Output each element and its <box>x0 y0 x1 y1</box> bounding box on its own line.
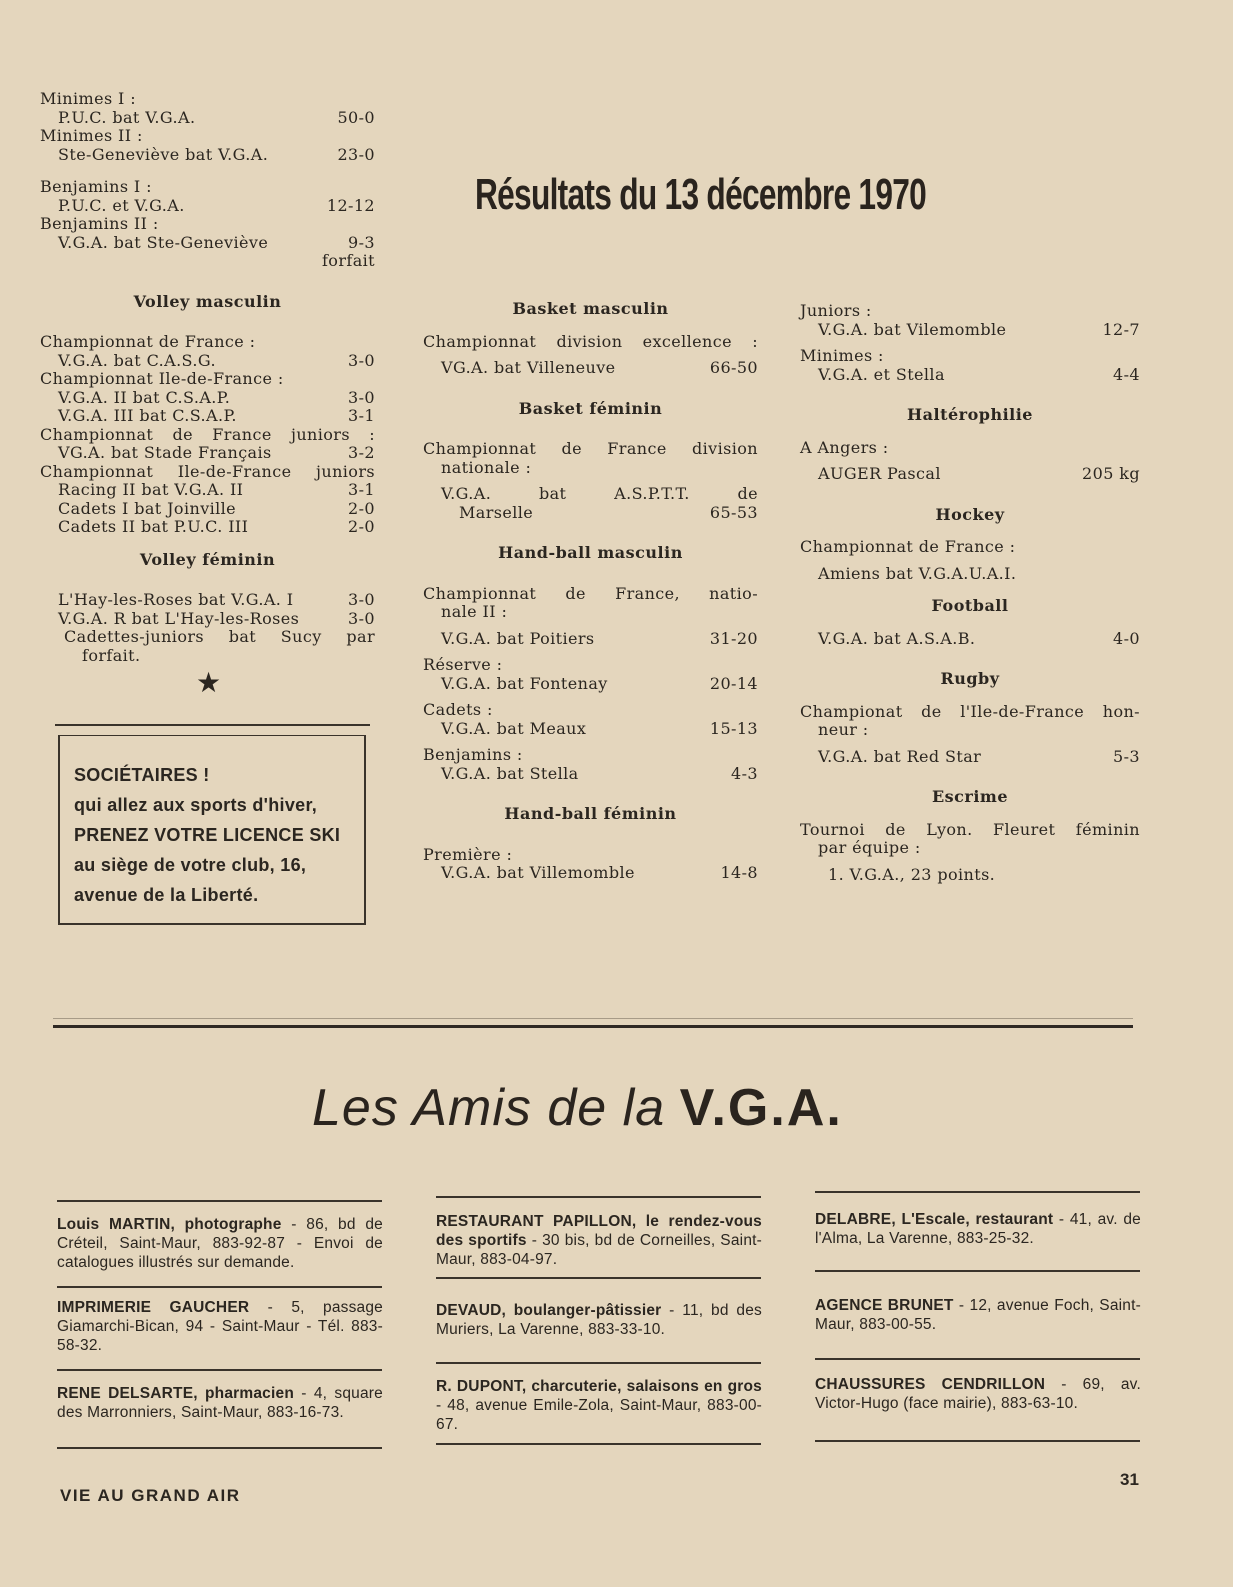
group-head: Benjamins : <box>423 745 523 764</box>
result-note: forfait <box>321 251 375 270</box>
result-row: V.G.A. bat Red Star 5-3 <box>818 746 1140 766</box>
result-row: P.U.C. bat V.G.A. 50-0 <box>58 107 375 127</box>
result-row: V.G.A. bat A.S.P.T.T. de <box>441 484 758 503</box>
magazine-name: VIE AU GRAND AIR <box>60 1486 241 1505</box>
ad-item: Louis MARTIN, photographe - 86, bd de Créteil, Saint-Maur, 883-92-87 - Envoi de catalogues illustrés sur demande. <box>57 1216 383 1271</box>
result-row: V.G.A. II bat C.S.A.P. 3-0 <box>58 387 375 407</box>
notice-line: qui allez aux sports d'hiver, <box>74 795 318 815</box>
result-row: 1. V.G.A., 23 points. <box>828 864 996 884</box>
divider <box>57 1447 382 1449</box>
result-row: V.G.A. bat Poitiers 31-20 <box>441 628 758 648</box>
section-title-basket-masculin: Basket masculin <box>512 299 669 318</box>
group-head: Championnat de France, natio- <box>423 583 758 603</box>
section-title-hockey: Hockey <box>935 504 1005 524</box>
divider <box>57 1200 382 1202</box>
group-head: Championat de l'Ile-de-France hon- <box>800 701 1140 721</box>
group-head: Benjamins II : <box>40 214 159 233</box>
section-title-rugby: Rugby <box>940 669 1000 688</box>
result-row: Amiens bat V.G.A.U.A.I. <box>818 563 1017 583</box>
divider <box>436 1362 761 1364</box>
divider <box>436 1196 761 1198</box>
result-row: V.G.A. bat A.S.A.B. 4-0 <box>818 628 1140 648</box>
divider <box>815 1191 1140 1193</box>
group-head: nale II : <box>441 602 508 621</box>
group-head: Minimes I : <box>40 89 137 108</box>
result-row: V.G.A. bat Villemomble 14-8 <box>441 863 758 882</box>
notice-line: avenue de la Liberté. <box>74 885 259 905</box>
result-row: V.G.A. bat Stella 4-3 <box>441 763 758 783</box>
divider <box>57 1369 382 1371</box>
result-row: V.G.A. III bat C.S.A.P. 3-1 <box>58 406 375 425</box>
result-row: AUGER Pascal 205 kg <box>818 464 1140 483</box>
group-head: par équipe : <box>818 838 921 857</box>
group-head: A Angers : <box>800 437 889 457</box>
divider <box>55 724 370 726</box>
page-number: 31 <box>1120 1470 1139 1489</box>
section-divider <box>53 1025 1133 1028</box>
group-head: Championnat division excellence : <box>423 331 758 351</box>
divider <box>436 1443 761 1445</box>
section-title-halterophilie: Haltérophilie <box>907 405 1033 424</box>
group-head: neur : <box>818 720 869 739</box>
group-head: Juniors : <box>800 301 872 320</box>
section-title-escrime: Escrime <box>931 787 1009 806</box>
result-row: V.G.A. R bat L'Hay-les-Roses 3-0 <box>58 608 375 628</box>
section-title-football: Football <box>931 596 1009 615</box>
result-row: P.U.C. et V.G.A. 12-12 <box>58 195 375 215</box>
divider <box>436 1277 761 1279</box>
ad-item: RENE DELSARTE, pharmacien - 4, square des Marronniers, Saint-Maur, 883-16-73. <box>57 1385 383 1421</box>
result-row: Cadets I bat Joinville 2-0 <box>58 498 375 518</box>
result-row: Cadettes-juniors bat Sucy par <box>64 627 375 646</box>
group-head: Championnat de France : <box>40 332 256 351</box>
group-head: Minimes II : <box>40 126 143 145</box>
result-row: Marselle 65-53 <box>459 502 758 522</box>
results-middle-column <box>423 300 758 883</box>
ad-item: AGENCE BRUNET - 12, avenue Foch, Saint-Maur, 883-00-55. <box>815 1297 1141 1333</box>
section-title-volley-masculin: Volley masculin <box>133 291 282 311</box>
section-title-volley-feminin: Volley féminin <box>139 549 276 569</box>
ad-item: DEVAUD, boulanger-pâtissier - 11, bd des Muriers, La Varenne, 883-33-10. <box>436 1302 763 1338</box>
page-title: Résultats du 13 décembre 1970 <box>475 170 927 219</box>
result-row: V.G.A. et Stella 4-4 <box>818 364 1140 384</box>
result-note: forfait. <box>82 645 141 665</box>
results-right-column <box>800 302 1140 884</box>
ad-item: DELABRE, L'Escale, restaurant - 41, av. de l'Alma, La Varenne, 883-25-32. <box>815 1211 1141 1247</box>
group-head: Réserve : <box>423 655 503 674</box>
friends-title: Les Amis de la V.G.A. <box>312 1079 843 1137</box>
result-row: V.G.A. bat Meaux 15-13 <box>441 718 758 738</box>
result-row: VG.A. bat Villeneuve 66-50 <box>441 358 758 377</box>
results-left-column <box>40 90 375 665</box>
notice-line: PRENEZ VOTRE LICENCE SKI <box>74 825 341 845</box>
ad-item: R. DUPONT, charcuterie, salaisons en gros - 48, avenue Emile-Zola, Saint-Maur, 883-00-67. <box>436 1378 762 1433</box>
group-head: Championnat Ile-de-France juniors <box>40 461 375 481</box>
ad-item: RESTAURANT PAPILLON, le rendez-vous des sportifs - 30 bis, bd de Corneilles, Saint-Maur, 883-04-97. <box>436 1213 763 1268</box>
divider <box>815 1270 1140 1272</box>
divider <box>53 1018 1133 1019</box>
section-title-handball-masculin: Hand-ball masculin <box>498 543 683 562</box>
group-head: Championnat de France juniors : <box>40 424 375 444</box>
result-row: V.G.A. bat Ste-Geneviève 9-3 <box>58 232 375 252</box>
ad-item: CHAUSSURES CENDRILLON - 69, av. Victor-Hugo (face mairie), 883-63-10. <box>815 1376 1141 1412</box>
group-head: Minimes : <box>800 346 884 365</box>
result-row: VG.A. bat Stade Français 3-2 <box>58 443 375 462</box>
group-head: Première : <box>423 844 513 864</box>
section-title-basket-feminin: Basket féminin <box>518 398 663 418</box>
notice-line: SOCIÉTAIRES ! <box>74 765 210 785</box>
section-title-handball-feminin: Hand-ball féminin <box>504 804 677 823</box>
ad-item: IMPRIMERIE GAUCHER - 5, passage Giamarchi-Bican, 94 - Saint-Maur - Tél. 883-58-32. <box>57 1299 384 1354</box>
notice-box <box>58 735 366 925</box>
result-row: V.G.A. bat C.A.S.G. 3-0 <box>58 350 375 370</box>
group-head: Championnat de France : <box>800 537 1016 556</box>
result-row: Cadets II bat P.U.C. III 2-0 <box>58 517 375 536</box>
group-head: Cadets : <box>423 700 493 719</box>
divider <box>815 1358 1140 1360</box>
result-row: Ste-Geneviève bat V.G.A. 23-0 <box>58 144 375 164</box>
group-head: Benjamins I : <box>40 177 152 196</box>
group-head: nationale : <box>441 457 532 477</box>
group-head: Championnat Ile-de-France : <box>40 369 284 388</box>
group-head: Championnat de France division <box>423 439 758 458</box>
notice-line: au siège de votre club, 16, <box>74 855 307 875</box>
group-head: Tournoi de Lyon. Fleuret féminin <box>800 819 1140 839</box>
divider <box>815 1440 1140 1442</box>
result-row: V.G.A. bat Fontenay 20-14 <box>441 673 758 693</box>
result-row: Racing II bat V.G.A. II 3-1 <box>58 480 375 499</box>
star-icon: ★ <box>196 666 222 699</box>
result-row: L'Hay-les-Roses bat V.G.A. I 3-0 <box>58 590 375 609</box>
divider <box>57 1286 382 1288</box>
result-row: V.G.A. bat Vilemomble 12-7 <box>818 319 1140 339</box>
